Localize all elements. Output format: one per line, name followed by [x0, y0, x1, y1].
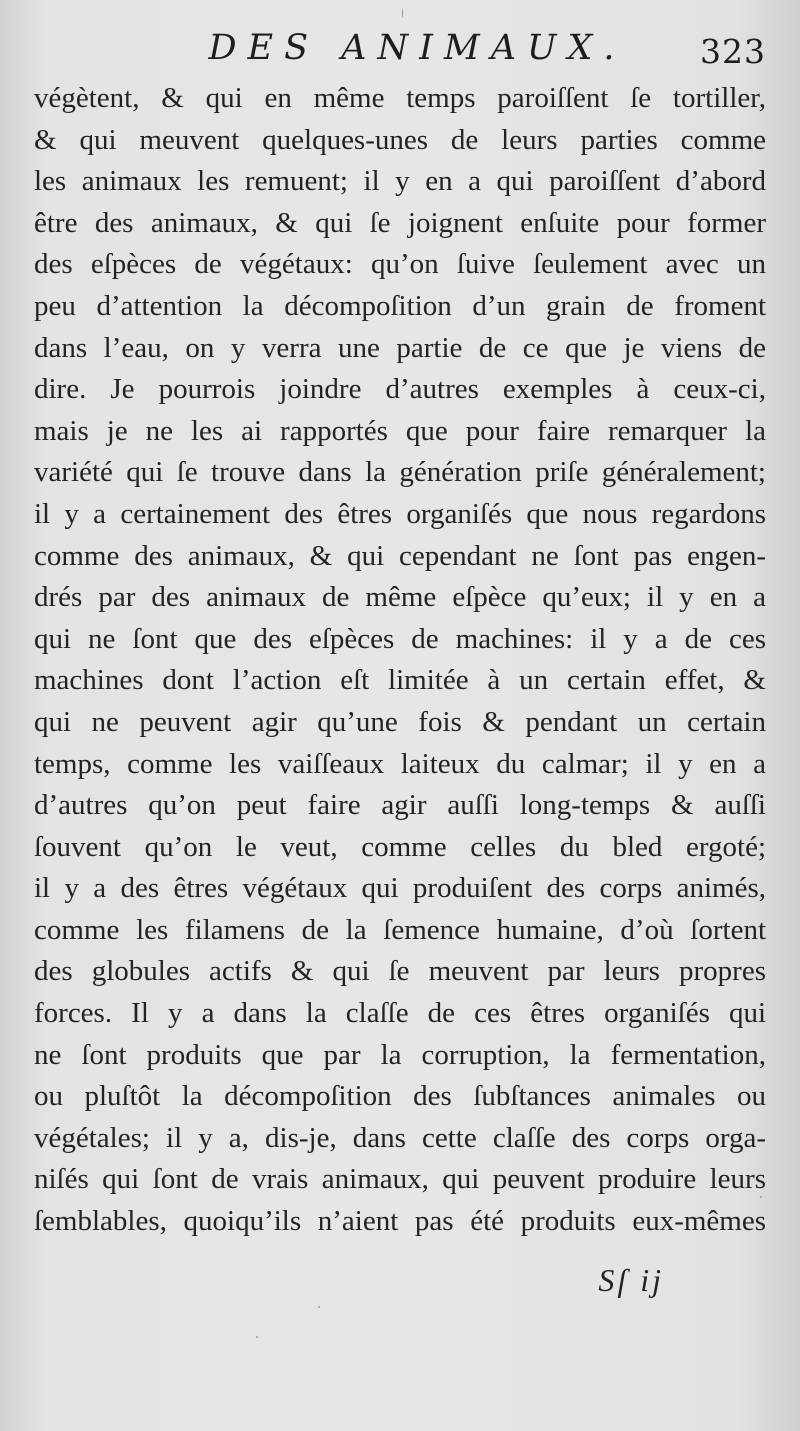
text-line: variété qui ſe trouve dans la génération priſe généralement; — [34, 456, 766, 489]
text-line: drés par des animaux de même eſpèce qu’eux; il y en a — [34, 581, 766, 614]
paper-speck — [402, 8, 403, 18]
signature-mark: Sſ ij — [598, 1262, 664, 1298]
text-line: des globules actifs & qui ſe meuvent par leurs propres — [34, 955, 766, 988]
text-line: ſemblables, quoiqu’ils n’aient pas été produits eux-mêmes — [34, 1205, 766, 1238]
text-line: dans l’eau, on y verra une partie de ce que je viens de — [34, 331, 766, 364]
paper-speck — [760, 1196, 762, 1198]
text-line: qui ne peuvent agir qu’une fois & pendant un certain — [34, 705, 766, 738]
text-line: niſés qui ſont de vrais animaux, qui peuvent produire leurs — [34, 1163, 766, 1196]
text-line: être des animaux, & qui ſe joignent enſuite pour former — [34, 206, 766, 239]
page-number: 323 — [700, 32, 766, 71]
text-line: les animaux les remuent; il y en a qui paroiſſent d’abord — [34, 165, 766, 198]
text-line: ne ſont produits que par la corruption, la fermentation, — [34, 1038, 766, 1071]
text-line: comme les filamens de la ſemence humaine, d’où ſortent — [34, 913, 766, 946]
text-line: forces. Il y a dans la claſſe de ces êtres organiſés qui — [34, 997, 766, 1030]
text-line: ou pluſtôt la décompoſition des ſubſtances animales ou — [34, 1080, 766, 1113]
text-line: d’autres qu’on peut faire agir auſſi long-temps & auſſi — [34, 789, 766, 822]
text-line: dire. Je pourrois joindre d’autres exemples à ceux-ci, — [34, 373, 766, 406]
text-line: il y a certainement des êtres organiſés que nous regardons — [34, 497, 766, 530]
text-line: comme des animaux, & qui cependant ne ſont pas engen- — [34, 539, 766, 572]
text-line: mais je ne les ai rapportés que pour faire remarquer la — [34, 414, 766, 447]
body-text — [34, 78, 766, 1243]
paper-speck — [256, 1336, 258, 1338]
text-line: temps, comme les vaiſſeaux laiteux du calmar; il y en a — [34, 747, 766, 780]
text-line: machines dont l’action eſt limitée à un certain effet, & — [34, 664, 766, 697]
text-line: peu d’attention la décompoſition d’un grain de froment — [34, 289, 766, 322]
text-line: il y a des êtres végétaux qui produiſent des corps animés, — [34, 872, 766, 905]
paper-speck — [318, 1306, 320, 1308]
text-line: ſouvent qu’on le veut, comme celles du bled ergoté; — [34, 830, 766, 863]
text-line: végétales; il y a, dis-je, dans cette claſſe des corps orga- — [34, 1121, 766, 1154]
text-line: & qui meuvent quelques-unes de leurs parties comme — [34, 123, 766, 156]
page-header — [32, 28, 768, 80]
text-line: végètent, & qui en même temps paroiſſent ſe tortiller, — [34, 82, 766, 114]
text-line: des eſpèces de végétaux: qu’on ſuive ſeulement avec un — [34, 248, 766, 281]
running-title: DES ANIMAUX. — [208, 28, 626, 68]
text-line: qui ne ſont que des eſpèces de machines: il y a de ces — [34, 622, 766, 655]
